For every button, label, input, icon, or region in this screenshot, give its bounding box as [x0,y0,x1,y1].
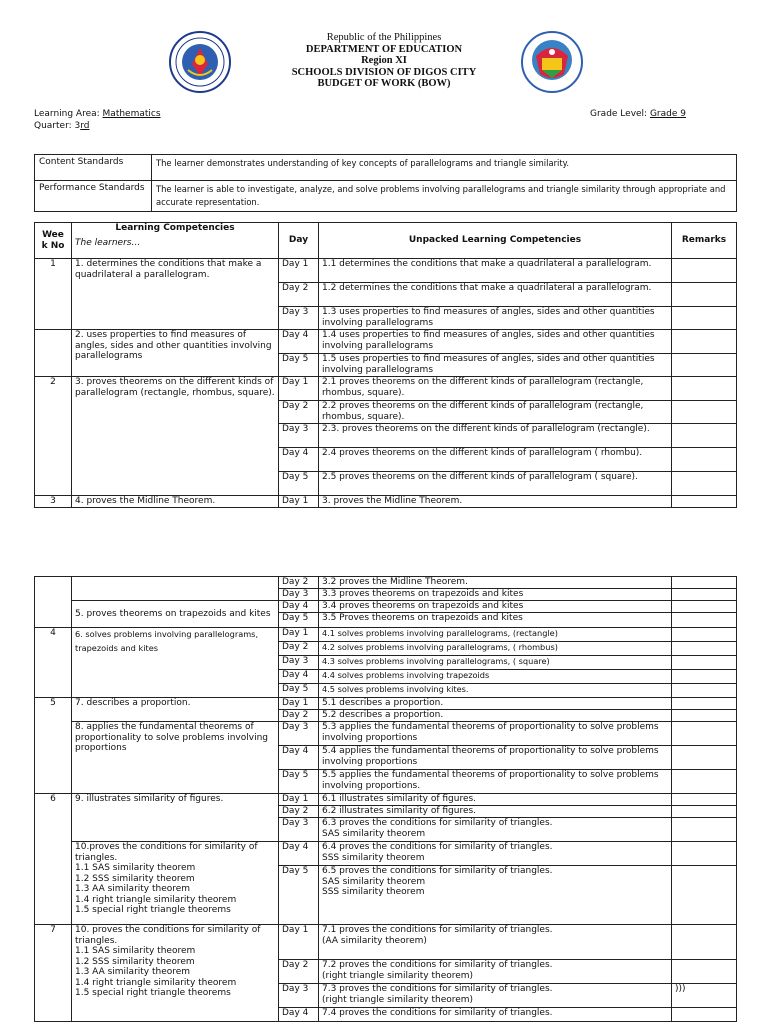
day-cell: Day 4 [279,330,319,354]
table-row [35,698,737,710]
day-cell: Day 5 [279,472,319,496]
content-standards-label: Content Standards [35,155,152,181]
day-cell: Day 5 [279,354,319,377]
unpacked-cell: 1.3 uses properties to find measures of angles, sides and other quantities involving parallelograms [319,307,672,330]
remarks-cell: ))) [672,984,737,1008]
grade-level [590,108,686,120]
remarks-cell [672,960,737,984]
table-header-row [35,223,737,259]
table-row [35,496,737,508]
header-competencies-label: Learning Competencies [115,223,235,233]
unpacked-cell: 5.5 applies the fundamental theorems of proportionality to solve problems involving proportions. [319,770,672,794]
table-row [35,794,737,806]
day-cell: Day 5 [279,684,319,698]
day-cell: Day 3 [279,424,319,448]
competency-cell: 4. proves the Midline Theorem. [72,496,279,508]
header-week: Wee k No [35,223,72,259]
remarks-cell [672,577,737,589]
day-cell: Day 4 [279,842,319,866]
remarks-cell [672,377,737,401]
table-row [35,722,737,746]
day-cell: Day 1 [279,377,319,401]
header-learners: The learners… [75,237,141,248]
day-cell: Day 2 [279,577,319,589]
unpacked-cell: 1.2 determines the conditions that make a quadrilateral a parallelogram. [319,283,672,307]
remarks-cell [672,424,737,448]
competency-cell: 10.proves the conditions for similarity of triangles. 1.1 SAS similarity theorem 1.2 SSS similarity theorem 1.3 AA similarity theorem 1.4 right triangle similarity theorem 1.5 special right triangle theorems [72,842,279,925]
remarks-cell [672,710,737,722]
day-cell: Day 1 [279,698,319,710]
competency-cell [72,577,279,601]
quarter-suffix: rd [80,121,90,131]
unpacked-cell: 4.2 solves problems involving parallelograms, ( rhombus) [319,642,672,656]
table-row [35,377,737,401]
header-department: DEPARTMENT OF EDUCATION [305,43,463,55]
header-day: Day [279,223,319,259]
competency-cell: 9. illustrates similarity of figures. [72,794,279,842]
competency-cell: 7. describes a proportion. [72,698,279,722]
remarks-cell [672,628,737,642]
unpacked-cell: 4.5 solves problems involving kites. [319,684,672,698]
day-cell: Day 5 [279,770,319,794]
day-cell: Day 2 [279,960,319,984]
unpacked-cell: 2.2 proves theorems on the different kinds of parallelogram (rectangle, rhombus, square). [319,401,672,424]
table-row [35,577,737,589]
day-cell: Day 4 [279,670,319,684]
remarks-cell [672,770,737,794]
competency-cell: 10. proves the conditions for similarity of triangles. 1.1 SAS similarity theorem 1.2 SSS similarity theorem 1.3 AA similarity theorem 1.4 right triangle similarity theorem 1.5 special right triangle theorems [72,925,279,1022]
day-cell: Day 2 [279,401,319,424]
week-cell: 5 [35,698,72,794]
remarks-cell [672,589,737,601]
remarks-cell [672,613,737,628]
header-division: SCHOOLS DIVISION OF DIGOS CITY [291,66,477,78]
remarks-cell [672,866,737,925]
remarks-cell [672,746,737,770]
day-cell: Day 3 [279,589,319,601]
table-row [35,330,737,354]
competency-cell: 1. determines the conditions that make a quadrilateral a parallelogram. [72,259,279,330]
unpacked-cell: 7.1 proves the conditions for similarity of triangles. (AA similarity theorem) [319,925,672,960]
unpacked-cell: 5.3 applies the fundamental theorems of proportionality to solve problems involving proportions [319,722,672,746]
unpacked-cell: 7.2 proves the conditions for similarity of triangles. (right triangle similarity theorem) [319,960,672,984]
table-row [35,628,737,642]
week-cell [35,330,72,377]
unpacked-cell: 2.3. proves theorems on the different kinds of parallelogram (rectangle). [319,424,672,448]
unpacked-cell: 6.4 proves the conditions for similarity of triangles. SSS similarity theorem [319,842,672,866]
unpacked-cell: 4.1 solves problems involving parallelograms, (rectangle) [319,628,672,642]
unpacked-cell: 5.2 describes a proportion. [319,710,672,722]
budget-of-work-table-page1 [34,222,737,508]
week-cell: 3 [35,496,72,508]
remarks-cell [672,448,737,472]
remarks-cell [672,806,737,818]
table-row [35,925,737,960]
day-cell: Day 5 [279,866,319,925]
remarks-cell [672,925,737,960]
performance-standards-text: The learner is able to investigate, analyze, and solve problems involving parallelograms and triangle similarity through appropriate and accurate representation. [152,181,737,212]
remarks-cell [672,601,737,613]
remarks-cell [672,684,737,698]
unpacked-cell: 2.1 proves theorems on the different kinds of parallelogram (rectangle, rhombus, square). [319,377,672,401]
remarks-cell [672,307,737,330]
remarks-cell [672,794,737,806]
unpacked-cell: 2.4 proves theorems on the different kinds of parallelogram ( rhombu). [319,448,672,472]
week-cell: 6 [35,794,72,925]
competency-cell: 3. proves theorems on the different kinds of parallelogram (rectangle, rhombus, square). [72,377,279,496]
day-cell: Day 4 [279,1008,319,1022]
day-cell: Day 2 [279,806,319,818]
table-row [35,259,737,283]
day-cell: Day 1 [279,259,319,283]
header-remarks: Remarks [672,223,737,259]
header-unpacked: Unpacked Learning Competencies [319,223,672,259]
competency-cell: 8. applies the fundamental theorems of proportionality to solve problems involving proportions [72,722,279,794]
week-cell [35,577,72,628]
unpacked-cell: 3.4 proves theorems on trapezoids and kites [319,601,672,613]
remarks-cell [672,283,737,307]
remarks-cell [672,330,737,354]
remarks-cell [672,642,737,656]
division-seal-icon [520,30,584,94]
remarks-cell [672,259,737,283]
budget-of-work-table-page2 [34,576,737,1022]
header-bow: BUDGET OF WORK (BOW) [317,78,451,90]
remarks-cell [672,722,737,746]
unpacked-cell: 3.2 proves the Midline Theorem. [319,577,672,589]
remarks-cell [672,656,737,670]
grade-label: Grade Level: [590,109,650,119]
day-cell: Day 1 [279,794,319,806]
remarks-cell [672,818,737,842]
content-standards-text: The learner demonstrates understanding of key concepts of parallelograms and triangle similarity. [152,155,737,181]
day-cell: Day 1 [279,628,319,642]
unpacked-cell: 3.5 Proves theorems on trapezoids and kites [319,613,672,628]
quarter-label: Quarter: 3 [34,121,81,131]
unpacked-cell: 7.4 proves the conditions for similarity of triangles. [319,1008,672,1022]
day-cell: Day 2 [279,642,319,656]
remarks-cell [672,472,737,496]
unpacked-cell: 2.5 proves theorems on the different kinds of parallelogram ( square). [319,472,672,496]
remarks-cell [672,354,737,377]
unpacked-cell: 3.3 proves theorems on trapezoids and kites [319,589,672,601]
day-cell: Day 1 [279,496,319,508]
remarks-cell [672,1008,737,1022]
day-cell: Day 3 [279,984,319,1008]
day-cell: Day 4 [279,601,319,613]
day-cell: Day 1 [279,925,319,960]
grade-value: Grade 9 [649,109,686,119]
day-cell: Day 5 [279,613,319,628]
learning-area-label: Learning Area: [34,109,103,119]
unpacked-cell: 6.5 proves the conditions for similarity of triangles. SAS similarity theorem SSS similarity theorem [319,866,672,925]
day-cell: Day 4 [279,746,319,770]
performance-standards-label: Performance Standards [35,181,152,212]
quarter [34,120,90,132]
header-region: Region XI [361,55,407,67]
week-cell: 2 [35,377,72,496]
unpacked-cell: 5.1 describes a proportion. [319,698,672,710]
remarks-cell [672,670,737,684]
remarks-cell [672,698,737,710]
remarks-cell [672,401,737,424]
table-row [35,842,737,866]
unpacked-cell: 3. proves the Midline Theorem. [319,496,672,508]
day-cell: Day 3 [279,656,319,670]
header-republic: Republic of the Philippines [326,32,442,43]
competency-cell: 5. proves theorems on trapezoids and kites [72,601,279,628]
standards-table [34,154,737,212]
learning-area-value: Mathematics [102,109,161,119]
unpacked-cell: 6.3 proves the conditions for similarity of triangles. SAS similarity theorem [319,818,672,842]
unpacked-cell: 4.3 solves problems involving parallelograms, ( square) [319,656,672,670]
unpacked-cell: 6.1 illustrates similarity of figures. [319,794,672,806]
unpacked-cell: 1.5 uses properties to find measures of angles, sides and other quantities involving parallelograms [319,354,672,377]
day-cell: Day 4 [279,448,319,472]
unpacked-cell: 6.2 illustrates similarity of figures. [319,806,672,818]
unpacked-cell: 4.4 solves problems involving trapezoids [319,670,672,684]
competency-cell: 6. solves problems involving parallelograms, trapezoids and kites [72,628,279,698]
unpacked-cell: 5.4 applies the fundamental theorems of proportionality to solve problems involving proportions [319,746,672,770]
learning-area [34,108,161,120]
remarks-cell [672,842,737,866]
unpacked-cell: 7.3 proves the conditions for similarity of triangles. (right triangle similarity theorem) [319,984,672,1008]
day-cell: Day 2 [279,710,319,722]
day-cell: Day 3 [279,722,319,746]
deped-seal-icon [168,30,232,94]
competency-cell: 2. uses properties to find measures of angles, sides and other quantities involving parallelograms [72,330,279,377]
week-cell: 7 [35,925,72,1022]
document-header [0,30,768,100]
day-cell: Day 2 [279,283,319,307]
day-cell: Day 3 [279,307,319,330]
unpacked-cell: 1.1 determines the conditions that make a quadrilateral a parallelogram. [319,259,672,283]
day-cell: Day 3 [279,818,319,842]
week-cell: 1 [35,259,72,330]
header-text [250,32,518,90]
table-row [35,601,737,613]
week-cell: 4 [35,628,72,698]
header-competencies [72,223,279,259]
remarks-cell [672,496,737,508]
unpacked-cell: 1.4 uses properties to find measures of angles, sides and other quantities involving parallelograms [319,330,672,354]
